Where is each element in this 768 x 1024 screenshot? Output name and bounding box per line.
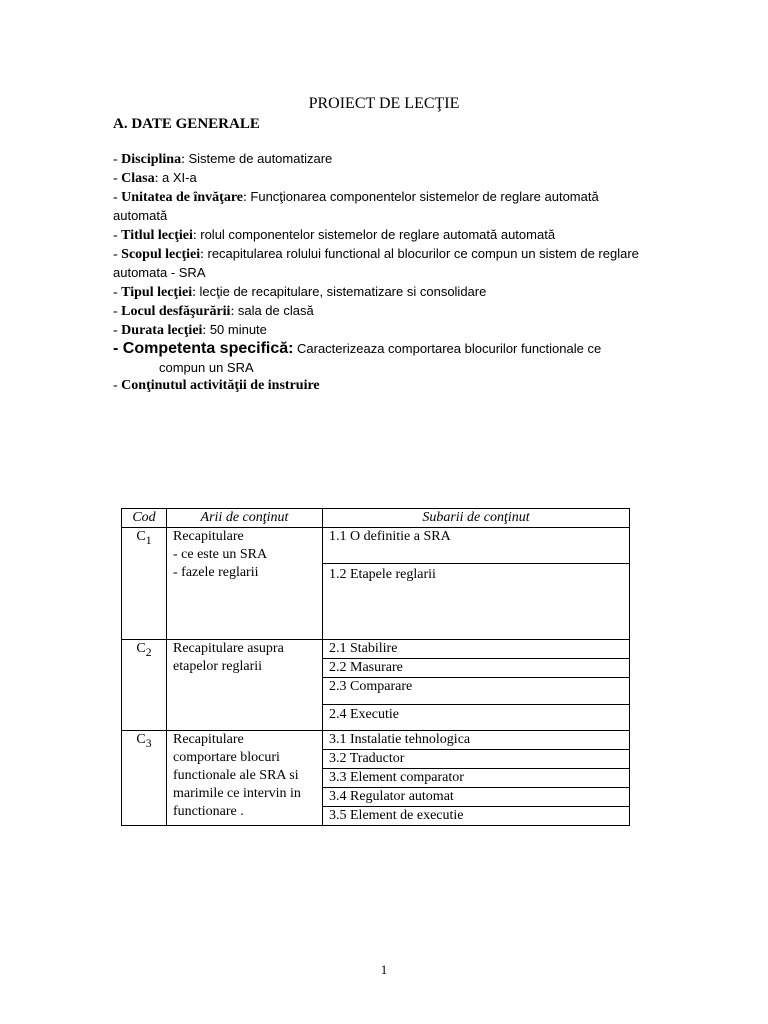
field-durata: - Durata lecţiei: 50 minute — [113, 322, 267, 338]
section-heading: A. DATE GENERALE — [113, 116, 260, 132]
row-code: $C_2$ — [122, 640, 167, 731]
field-scopul: - Scopul lecţiei: recapitularea rolului functional al blocurilor ce compun un sistem de reglare automata - SRA — [113, 246, 639, 280]
field-tipul: - Tipul lecţiei: lecţie de recapitulare, sistematizare si consolidare — [113, 284, 487, 300]
row-area: Recapitulare asupra etapelor reglarii — [167, 640, 323, 731]
general-data-list — [113, 150, 643, 395]
field-titlul: - Titlul lecţiei: rolul componentelor sistemelor de reglare automată automată — [113, 227, 556, 243]
header-arii: Arii de conţinut — [167, 509, 323, 528]
subarea-item: 3.4 Regulator automat — [323, 788, 629, 807]
subarea-item: 1.2 Etapele reglarii — [329, 567, 436, 582]
subarea-item: 3.2 Traductor — [323, 750, 629, 769]
field-disciplina: - Disciplina: Sisteme de automatizare — [113, 151, 333, 167]
subarea-item: 1.1 O definitie a SRA — [323, 528, 629, 564]
subarea-item: 2.3 Comparare — [323, 678, 629, 705]
row-subareas — [323, 528, 630, 640]
field-competenta: - Competenta specifică: Caracterizeaza comportarea blocurilor functionale ce compun un SRA — [113, 340, 602, 375]
row-area: Recapitulare comportare blocuri functionale ale SRA si marimile ce intervin in functionare . — [167, 731, 323, 826]
field-continutul: - Conţinutul activităţii de instruire — [113, 378, 320, 393]
document-title: PROIECT DE LECŢIE — [308, 95, 460, 112]
row-code: $C_3$ — [122, 731, 167, 826]
subarea-item: 3.5 Element de executie — [329, 808, 464, 823]
subarea-item: 3.1 Instalatie tehnologica — [323, 731, 629, 750]
subarea-item: 2.1 Stabilire — [323, 640, 629, 659]
table-header-row — [122, 509, 630, 528]
table-row — [122, 528, 630, 640]
row-area: Recapitulare - ce este un SRA - fazele reglarii — [167, 528, 323, 640]
row-subareas — [323, 731, 630, 826]
table-row — [122, 731, 630, 826]
header-subarii: Subarii de conţinut — [323, 509, 630, 528]
table-row — [122, 640, 630, 731]
row-code: $C_1$ — [122, 528, 167, 640]
header-cod: Cod — [122, 509, 167, 528]
row-subareas — [323, 640, 630, 731]
field-unitatea: - Unitatea de învăţare: Funcţionarea componentelor sistemelor de reglare automată automată — [113, 189, 599, 223]
page-number: 1 — [380, 962, 388, 977]
field-locul: - Locul desfăşurării: sala de clasă — [113, 303, 314, 319]
subarea-item: 2.2 Masurare — [323, 659, 629, 678]
content-table — [121, 508, 630, 826]
subarea-item: 2.4 Executie — [329, 707, 399, 722]
subarea-item: 3.3 Element comparator — [323, 769, 629, 788]
field-clasa: - Clasa: a XI-a — [113, 170, 197, 186]
